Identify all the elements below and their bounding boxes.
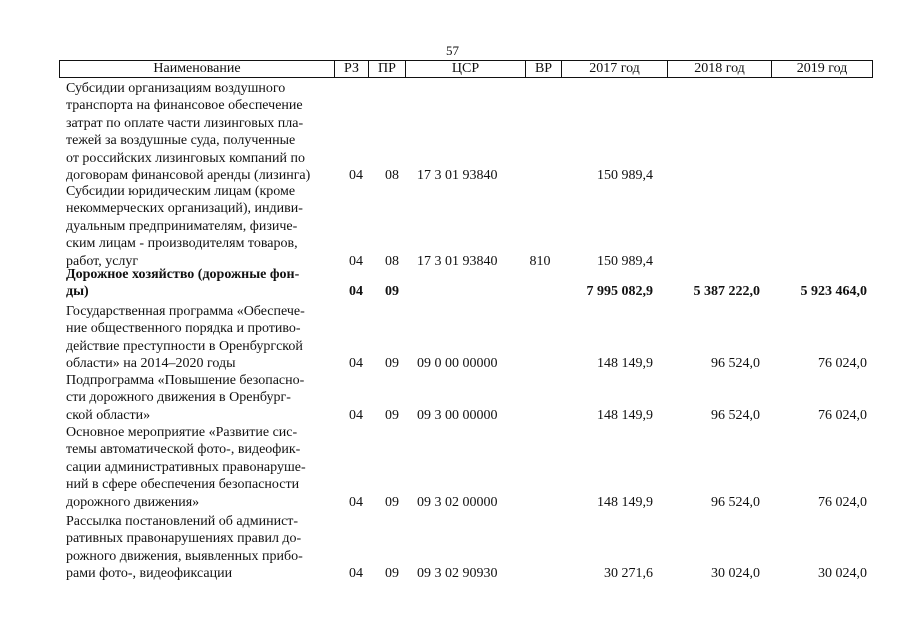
row-2017: 150 989,4 [597, 253, 653, 269]
header-name: Наименование [60, 61, 335, 77]
row-pr: 09 [385, 356, 399, 372]
row-csr: 17 3 01 93840 [417, 253, 498, 269]
header-csr: ЦСР [406, 61, 526, 77]
row-2017: 30 271,6 [604, 566, 653, 582]
row-pr: 09 [385, 407, 399, 423]
row-2019: 30 024,0 [818, 566, 867, 582]
row-vr: 810 [529, 253, 551, 269]
row-2017: 150 989,4 [597, 168, 653, 183]
row-name: Рассылка постановлений об админист- ративных правонарушениях правил до- рожного движения, выявленных прибо- рами фото-, видеофиксации [66, 514, 303, 582]
row-name: Субсидии организациям воздушного транспорта на финансовое обеспечение затрат по оплате части лизинговых пла- тежей за воздушные суда, полученные от российских лизинговых компаний по договорам финансовой аренды (лизинга) [66, 81, 311, 184]
row-rz: 04 [349, 168, 363, 183]
row-2017: 7 995 082,9 [586, 284, 653, 300]
header-2018: 2018 год [668, 61, 772, 77]
row-pr: 09 [385, 284, 399, 300]
row-2018: 30 024,0 [711, 566, 760, 582]
row-rz: 04 [349, 407, 363, 423]
row-2018: 5 387 222,0 [693, 284, 760, 300]
row-2018: 96 524,0 [711, 356, 760, 372]
row-rz: 04 [349, 494, 363, 510]
row-rz: 04 [349, 356, 363, 372]
row-name: Субсидии юридическим лицам (кроме некоммерческих организаций), индиви- дуальным предпринимателям, физиче- ским лицам - производителям товаров, работ, услуг [66, 184, 303, 269]
row-pr: 09 [385, 566, 399, 582]
header-2017: 2017 год [562, 61, 668, 77]
row-name: Основное мероприятие «Развитие сис- темы автоматической фото-, видеофик- сации административных правонаруше- ний в сфере обеспечения безопасности дорожного движения» [66, 425, 306, 510]
header-vr: ВР [526, 61, 562, 77]
header-pr: ПР [369, 61, 406, 77]
row-2017: 148 149,9 [597, 356, 653, 372]
row-2019: 5 923 464,0 [800, 284, 867, 300]
row-rz: 04 [349, 566, 363, 582]
row-rz: 04 [349, 284, 363, 300]
row-csr: 09 3 02 00000 [417, 494, 498, 510]
row-rz: 04 [349, 253, 363, 269]
row-2019: 76 024,0 [818, 407, 867, 423]
row-name: Государственная программа «Обеспече- ние общественного порядка и противо- действие преступности в Оренбургской области» на 2014–2020 годы [66, 304, 305, 372]
row-csr: 09 0 00 00000 [417, 356, 498, 372]
table-header [59, 60, 873, 78]
row-csr: 09 3 00 00000 [417, 407, 498, 423]
row-name: Дорожное хозяйство (дорожные фон- ды) [66, 267, 300, 300]
header-2019: 2019 год [796, 61, 848, 76]
header-rz: РЗ [335, 61, 369, 77]
row-pr: 08 [385, 168, 399, 183]
row-2017: 148 149,9 [597, 494, 653, 510]
row-pr: 09 [385, 494, 399, 510]
row-2019: 76 024,0 [818, 494, 867, 510]
row-2019: 76 024,0 [818, 356, 867, 372]
row-csr: 09 3 02 90930 [417, 566, 498, 582]
row-2018: 96 524,0 [711, 494, 760, 510]
page-number: 57 [446, 43, 459, 58]
row-2017: 148 149,9 [597, 407, 653, 423]
row-pr: 08 [385, 253, 399, 269]
row-name: Подпрограмма «Повышение безопасно- сти дорожного движения в Оренбург- ской области» [66, 373, 305, 423]
row-2018: 96 524,0 [711, 407, 760, 423]
row-csr: 17 3 01 93840 [417, 168, 498, 183]
